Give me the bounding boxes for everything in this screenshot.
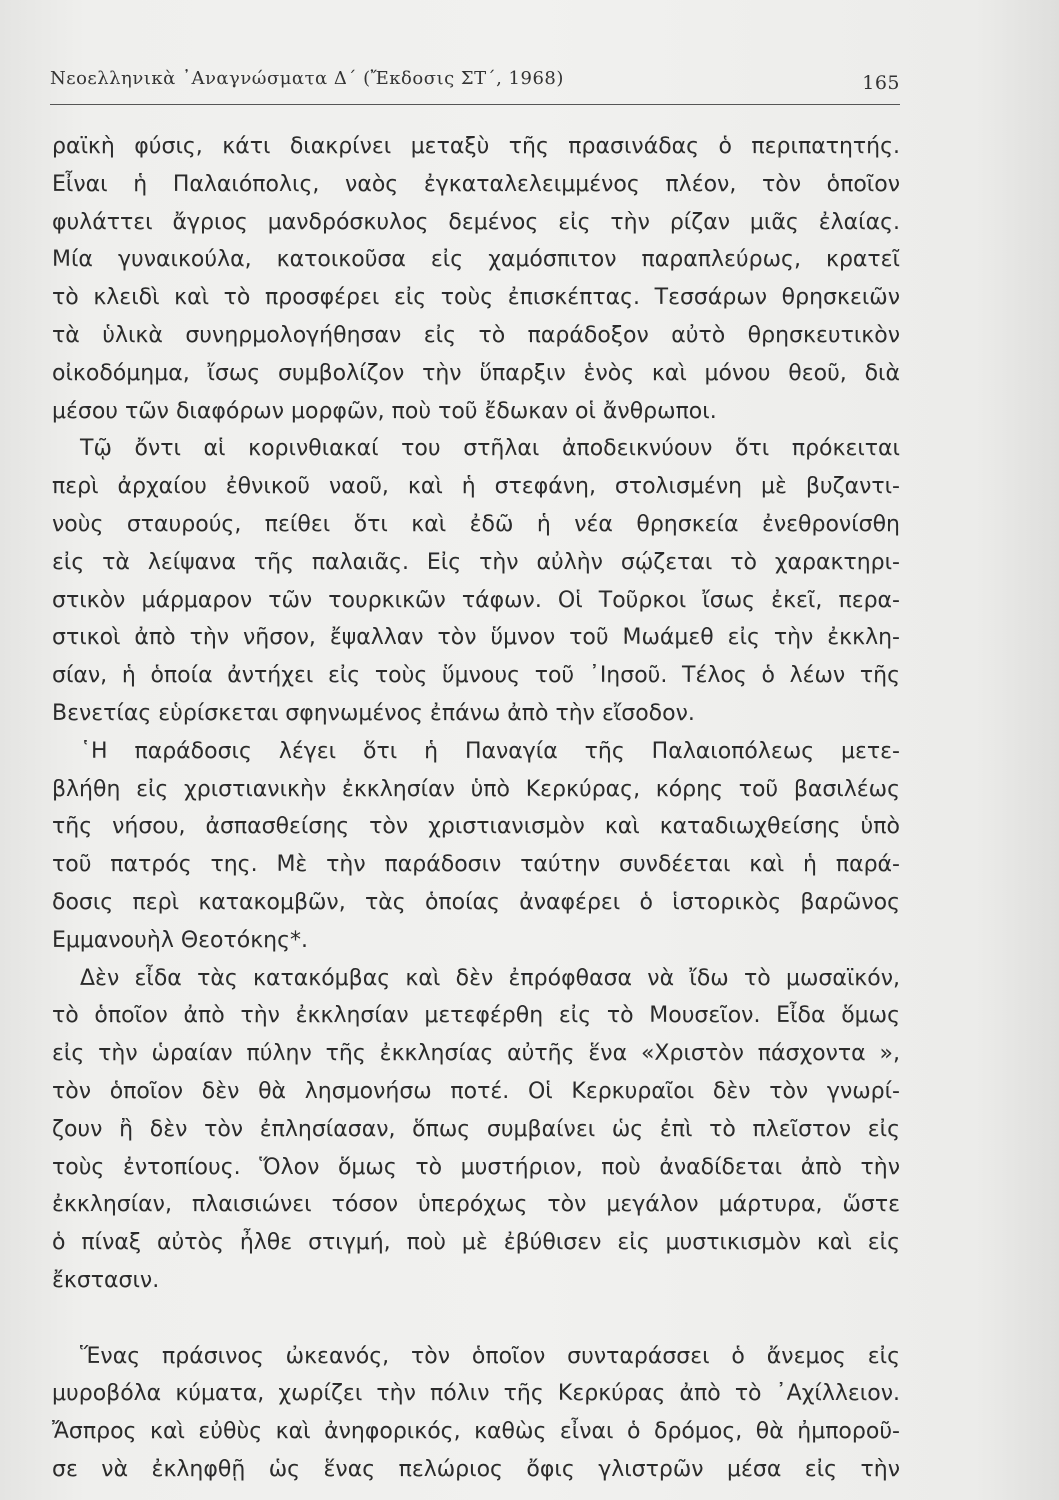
text-line: νοὺς σταυρούς, πείθει ὅτι καὶ ἐδῶ ἡ νέα θρησκεία ἐνεθρονίσθη	[52, 511, 900, 537]
text-line: μυροβόλα κύματα, χωρίζει τὴν πόλιν τῆς Κερκύρας ἀπὸ τὸ ᾿Αχίλλειον.	[52, 1381, 900, 1407]
text-line: Ἄσπρος καὶ εὐθὺς καὶ ἀνηφορικός, καθὼς εἶναι ὁ δρόμος, θὰ ἠμποροῦ-	[52, 1419, 900, 1445]
text-line: εἰς τὰ λείψανα τῆς παλαιᾶς. Εἰς τὴν αὐλὴν σῴζεται τὸ χαρακτηρι-	[52, 549, 900, 575]
text-line: περὶ ἀρχαίου ἐθνικοῦ ναοῦ, καὶ ἡ στεφάνη, στολισμένη μὲ βυζαντι-	[52, 474, 900, 500]
text-line: μέσου τῶν διαφόρων μορφῶν, ποὺ τοῦ ἔδωκαν οἱ ἄνθρωποι.	[52, 398, 717, 424]
page-header	[50, 62, 900, 98]
text-line: τοὺς ἐντοπίους. Ὅλον ὅμως τὸ μυστήριον, ποὺ ἀναδίδεται ἀπὸ τὴν	[52, 1154, 900, 1180]
text-line: Ἕνας πράσινος ὠκεανός, τὸν ὁποῖον συνταράσσει ὁ ἄνεμος εἰς	[80, 1343, 900, 1369]
text-line: εἰς τὴν ὡραίαν πύλην τῆς ἐκκλησίας αὐτῆς ἕνα «Χριστὸν πάσχοντα »,	[52, 1041, 900, 1067]
text-line: Δὲν εἶδα τὰς κατακόμβας καὶ δὲν ἐπρόφθασα νὰ ἴδω τὸ μωσαϊκόν,	[80, 965, 900, 991]
text-line: Βενετίας εὑρίσκεται σφηνωμένος ἐπάνω ἀπὸ τὴν εἴσοδον.	[52, 700, 695, 726]
text-line: ραϊκὴ φύσις, κάτι διακρίνει μεταξὺ τῆς πρασινάδας ὁ περιπατητής.	[52, 134, 900, 159]
running-title: Νεοελληνικὰ ᾿Αναγνώσματα Δ΄ (Ἔκδοσις ΣΤ΄, 1968)	[50, 68, 564, 89]
text-line: δοσις περὶ κατακομβῶν, τὰς ὁποίας ἀναφέρει ὁ ἱστορικὸς βαρῶνος	[52, 889, 900, 915]
text-line: τῆς νήσου, ἀσπασθείσης τὸν χριστιανισμὸν καὶ καταδιωχθείσης ὑπὸ	[52, 814, 900, 840]
text-line: ἔκστασιν.	[52, 1267, 160, 1293]
section-break	[52, 1300, 900, 1338]
text-line: τὰ ὑλικὰ συνηρμολογήθησαν εἰς τὸ παράδοξον αὐτὸ θρησκευτικὸν	[52, 322, 900, 348]
text-line: ἐκκλησίαν, πλαισιώνει τόσον ὑπερόχως τὸν μεγάλον μάρτυρα, ὥστε	[52, 1192, 900, 1218]
text-line: τὸν ὁποῖον δὲν θὰ λησμονήσω ποτέ. Οἱ Κερκυραῖοι δὲν τὸν γνωρί-	[52, 1078, 900, 1104]
text-line: στικὸν μάρμαρον τῶν τουρκικῶν τάφων. Οἱ Τοῦρκοι ἴσως ἐκεῖ, περα-	[52, 587, 900, 613]
text-line: Μία γυναικούλα, κατοικοῦσα εἰς χαμόσπιτον παραπλεύρως, κρατεῖ	[52, 247, 900, 273]
text-line: οἰκοδόμημα, ἴσως συμβολίζον τὴν ὕπαρξιν ἑνὸς καὶ μόνου θεοῦ, διὰ	[52, 360, 900, 386]
text-line: τὸ κλειδὶ καὶ τὸ προσφέρει εἰς τοὺς ἐπισκέπτας. Τεσσάρων θρησκειῶν	[52, 285, 900, 311]
text-line: ὁ πίναξ αὐτὸς ἦλθε στιγμή, ποὺ μὲ ἐβύθισεν εἰς μυστικισμὸν καὶ εἰς	[52, 1230, 900, 1256]
text-line: Εἶναι ἡ Παλαιόπολις, ναὸς ἐγκαταλελειμμένος πλέον, τὸν ὁποῖον	[52, 171, 900, 197]
text-line: φυλάττει ἄγριος μανδρόσκυλος δεμένος εἰς τὴν ρίζαν μιᾶς ἐλαίας.	[52, 209, 900, 235]
header-rule	[50, 104, 900, 105]
text-line: τοῦ πατρός της. Μὲ τὴν παράδοσιν ταύτην συνδέεται καὶ ἡ παρά-	[52, 852, 900, 878]
page-number: 165	[862, 72, 900, 94]
text-line: σε νὰ ἐκληφθῇ ὡς ἕνας πελώριος ὄφις γλιστρῶν μέσα εἰς τὴν	[52, 1456, 900, 1482]
text-line: στικοὶ ἀπὸ τὴν νῆσον, ἔψαλλαν τὸν ὕμνον τοῦ Μωάμεθ εἰς τὴν ἐκκλη-	[52, 625, 900, 651]
body-text	[52, 128, 900, 1489]
text-line: Εμμανουὴλ Θεοτόκης*.	[52, 927, 309, 953]
text-line: Τῷ ὄντι αἱ κορινθιακαί του στῆλαι ἀποδεικνύουν ὅτι πρόκειται	[80, 436, 900, 462]
text-line: ζουν ἢ δὲν τὸν ἐπλησίασαν, ὅπως συμβαίνει ὡς ἐπὶ τὸ πλεῖστον εἰς	[52, 1116, 900, 1142]
text-line: βλήθη εἰς χριστιανικὴν ἐκκλησίαν ὑπὸ Κερκύρας, κόρης τοῦ βασιλέως	[52, 776, 900, 802]
text-line: σίαν, ἡ ὁποία ἀντήχει εἰς τοὺς ὕμνους τοῦ ᾿Ιησοῦ. Τέλος ὁ λέων τῆς	[52, 663, 900, 689]
text-line: ῾Η παράδοσις λέγει ὅτι ἡ Παναγία τῆς Παλαιοπόλεως μετε-	[80, 738, 900, 764]
text-line: τὸ ὁποῖον ἀπὸ τὴν ἐκκλησίαν μετεφέρθη εἰς τὸ Μουσεῖον. Εἶδα ὅμως	[52, 1003, 900, 1029]
